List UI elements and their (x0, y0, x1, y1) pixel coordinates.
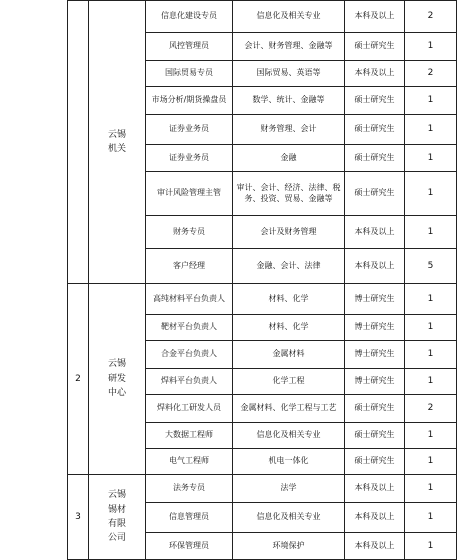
education-cell: 本科及以上 (345, 249, 405, 284)
table-row (68, 284, 457, 315)
major-cell: 信息化及相关专业 (233, 503, 345, 533)
position-cell: 合金平台负责人 (146, 341, 233, 369)
major-cell: 材料、化学 (233, 315, 345, 341)
major-cell: 审计、会计、经济、法律、税务、投资、贸易、金融等 (233, 172, 345, 216)
group-org-cell (89, 475, 146, 560)
position-cell: 信息化建设专员 (146, 1, 233, 33)
group-seq-cell (68, 1, 89, 284)
headcount-cell: 1 (405, 369, 457, 395)
headcount-cell: 2 (405, 395, 457, 423)
education-cell: 硕士研究生 (345, 33, 405, 61)
headcount-cell: 1 (405, 475, 457, 503)
table-row (68, 1, 457, 33)
org-name: 云锡锡材有限公司 (107, 490, 126, 544)
major-cell: 金属材料 (233, 341, 345, 369)
headcount-cell: 2 (405, 61, 457, 87)
position-cell: 环保管理员 (146, 533, 233, 560)
headcount-cell: 1 (405, 423, 457, 449)
education-cell: 硕士研究生 (345, 395, 405, 423)
major-cell: 机电一体化 (233, 449, 345, 475)
education-cell: 博士研究生 (345, 315, 405, 341)
position-cell: 焊料化工研发人员 (146, 395, 233, 423)
education-cell: 本科及以上 (345, 1, 405, 33)
position-cell: 审计风险管理主管 (146, 172, 233, 216)
major-cell: 金属材料、化学工程与工艺 (233, 395, 345, 423)
headcount-cell: 1 (405, 533, 457, 560)
position-cell: 证券业务员 (146, 115, 233, 145)
education-cell: 本科及以上 (345, 533, 405, 560)
headcount-cell: 5 (405, 249, 457, 284)
position-cell: 信息管理员 (146, 503, 233, 533)
position-cell: 客户经理 (146, 249, 233, 284)
position-cell: 证券业务员 (146, 145, 233, 172)
major-cell: 材料、化学 (233, 284, 345, 315)
major-cell: 金融、会计、法律 (233, 249, 345, 284)
recruitment-table (67, 0, 457, 560)
education-cell: 硕士研究生 (345, 145, 405, 172)
education-cell: 本科及以上 (345, 475, 405, 503)
group-org-cell (89, 284, 146, 475)
group-seq-cell: 3 (68, 475, 89, 560)
education-cell: 硕士研究生 (345, 423, 405, 449)
headcount-cell: 1 (405, 503, 457, 533)
major-cell: 会计、财务管理、金融等 (233, 33, 345, 61)
headcount-cell: 2 (405, 1, 457, 33)
headcount-cell: 1 (405, 449, 457, 475)
headcount-cell: 1 (405, 115, 457, 145)
headcount-cell: 1 (405, 341, 457, 369)
position-cell: 财务专员 (146, 216, 233, 249)
major-cell: 化学工程 (233, 369, 345, 395)
major-cell: 金融 (233, 145, 345, 172)
group-org-cell (89, 1, 146, 284)
headcount-cell: 1 (405, 87, 457, 115)
org-name: 云锡机关 (107, 129, 126, 154)
education-cell: 硕士研究生 (345, 449, 405, 475)
table-row (68, 475, 457, 503)
position-cell: 大数据工程师 (146, 423, 233, 449)
major-cell: 信息化及相关专业 (233, 1, 345, 33)
major-cell: 法学 (233, 475, 345, 503)
group-seq-cell: 2 (68, 284, 89, 475)
education-cell: 博士研究生 (345, 284, 405, 315)
major-cell: 财务管理、会计 (233, 115, 345, 145)
education-cell: 本科及以上 (345, 503, 405, 533)
position-cell: 法务专员 (146, 475, 233, 503)
position-cell: 高纯材料平台负责人 (146, 284, 233, 315)
headcount-cell: 1 (405, 33, 457, 61)
headcount-cell: 1 (405, 315, 457, 341)
position-cell: 市场分析/期货操盘员 (146, 87, 233, 115)
education-cell: 本科及以上 (345, 61, 405, 87)
position-cell: 焊料平台负责人 (146, 369, 233, 395)
education-cell: 硕士研究生 (345, 87, 405, 115)
org-name: 云锡研发中心 (107, 359, 126, 399)
major-cell: 环境保护 (233, 533, 345, 560)
education-cell: 博士研究生 (345, 341, 405, 369)
headcount-cell: 1 (405, 284, 457, 315)
education-cell: 硕士研究生 (345, 172, 405, 216)
education-cell: 硕士研究生 (345, 115, 405, 145)
education-cell: 本科及以上 (345, 216, 405, 249)
major-cell: 信息化及相关专业 (233, 423, 345, 449)
headcount-cell: 1 (405, 172, 457, 216)
position-cell: 国际贸易专员 (146, 61, 233, 87)
table-body (68, 1, 457, 560)
education-cell: 博士研究生 (345, 369, 405, 395)
headcount-cell: 1 (405, 145, 457, 172)
headcount-cell: 1 (405, 216, 457, 249)
major-cell: 国际贸易、英语等 (233, 61, 345, 87)
position-cell: 电气工程师 (146, 449, 233, 475)
position-cell: 靶材平台负责人 (146, 315, 233, 341)
major-cell: 会计及财务管理 (233, 216, 345, 249)
major-cell: 数学、统计、金融等 (233, 87, 345, 115)
position-cell: 风控管理员 (146, 33, 233, 61)
